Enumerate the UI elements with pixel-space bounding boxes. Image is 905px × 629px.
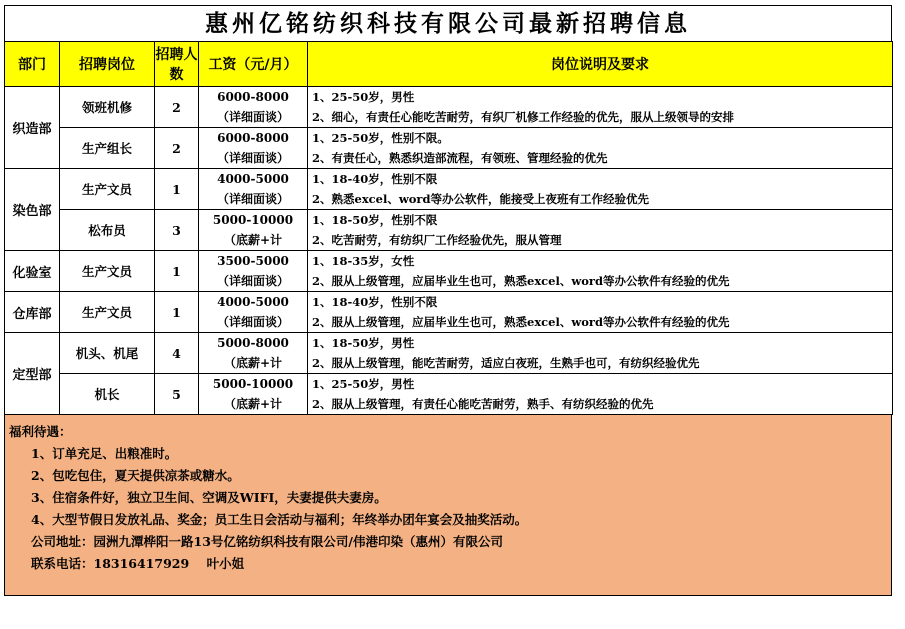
count-cell: 1 xyxy=(155,169,199,210)
dept-cell: 染色部 xyxy=(5,169,60,251)
position-cell: 生产文员 xyxy=(60,251,155,292)
dept-cell: 仓库部 xyxy=(5,292,60,333)
salary-range: 4000-5000 xyxy=(217,172,289,186)
requirements-cell xyxy=(308,169,893,210)
dept-cell: 织造部 xyxy=(5,87,60,169)
table-row xyxy=(5,210,893,251)
position-cell: 生产文员 xyxy=(60,292,155,333)
table-row xyxy=(5,128,893,169)
dept-cell: 化验室 xyxy=(5,251,60,292)
header-count: 招聘人数 xyxy=(155,42,199,87)
requirement-line: 2、熟悉excel、word等办公软件，能接受上夜班有工作经验优先 xyxy=(312,192,650,206)
salary-cell xyxy=(199,87,308,128)
recruitment-sheet xyxy=(4,5,892,596)
requirements-cell xyxy=(308,210,893,251)
salary-cell xyxy=(199,128,308,169)
count-cell: 4 xyxy=(155,333,199,374)
table-row xyxy=(5,333,893,374)
position-cell: 领班机修 xyxy=(60,87,155,128)
salary-note: （详细面谈） xyxy=(216,151,289,165)
header-requirements: 岗位说明及要求 xyxy=(308,42,893,87)
position-cell: 机长 xyxy=(60,374,155,415)
table-row xyxy=(5,292,893,333)
job-table xyxy=(4,41,893,415)
salary-range: 5000-10000 xyxy=(212,377,294,391)
table-header-row xyxy=(5,42,893,87)
table-row xyxy=(5,374,893,415)
dept-cell: 定型部 xyxy=(5,333,60,415)
salary-cell xyxy=(199,169,308,210)
page-title: 惠州亿铭纺织科技有限公司最新招聘信息 xyxy=(4,5,892,41)
salary-note: （底薪+计 xyxy=(223,397,283,411)
position-cell: 生产文员 xyxy=(60,169,155,210)
header-salary: 工资（元/月） xyxy=(199,42,308,87)
salary-cell xyxy=(199,210,308,251)
benefit-item: 1、订单充足、出粮准时。 xyxy=(31,446,178,461)
salary-range: 3500-5000 xyxy=(217,254,289,268)
benefit-item: 4、大型节假日发放礼品、奖金；员工生日会活动与福利；年终举办团年宴会及抽奖活动。 xyxy=(31,512,528,527)
benefit-item: 3、住宿条件好，独立卫生间、空调及WIFI，夫妻提供夫妻房。 xyxy=(31,490,387,505)
requirement-line: 1、18-50岁，男性 xyxy=(312,336,415,350)
salary-note: （详细面谈） xyxy=(216,110,289,124)
requirement-line: 1、18-50岁，性别不限 xyxy=(312,213,438,227)
requirement-line: 1、18-40岁，性别不限 xyxy=(312,172,438,186)
salary-cell xyxy=(199,333,308,374)
salary-note: （详细面谈） xyxy=(216,192,289,206)
salary-cell xyxy=(199,251,308,292)
requirement-line: 1、25-50岁，男性 xyxy=(312,377,415,391)
requirement-line: 1、25-50岁，男性 xyxy=(312,90,415,104)
requirements-cell xyxy=(308,251,893,292)
company-address: 公司地址：园洲九潭桦阳一路13号亿铭纺织科技有限公司/伟港印染（惠州）有限公司 xyxy=(31,534,503,549)
salary-cell xyxy=(199,374,308,415)
salary-note: （详细面谈） xyxy=(216,274,289,288)
count-cell: 5 xyxy=(155,374,199,415)
requirements-cell xyxy=(308,333,893,374)
salary-range: 5000-10000 xyxy=(212,213,294,227)
count-cell: 3 xyxy=(155,210,199,251)
header-dept: 部门 xyxy=(5,42,60,87)
position-cell: 机头、机尾 xyxy=(60,333,155,374)
requirement-line: 1、25-50岁，性别不限。 xyxy=(312,131,449,145)
count-cell: 2 xyxy=(155,87,199,128)
header-position: 招聘岗位 xyxy=(60,42,155,87)
benefit-item: 2、包吃包住，夏天提供凉茶或糖水。 xyxy=(31,468,240,483)
table-row xyxy=(5,169,893,210)
benefits-heading: 福利待遇： xyxy=(9,424,72,439)
requirement-line: 2、服从上级管理，应届毕业生也可，熟悉excel、word等办公软件有经验的优先 xyxy=(312,274,730,288)
salary-cell xyxy=(199,292,308,333)
position-cell: 生产组长 xyxy=(60,128,155,169)
requirement-line: 2、服从上级管理，能吃苦耐劳，适应白夜班，生熟手也可，有纺织经验优先 xyxy=(312,356,700,370)
requirements-cell xyxy=(308,128,893,169)
salary-note: （详细面谈） xyxy=(216,315,289,329)
salary-range: 5000-8000 xyxy=(217,336,289,350)
requirements-cell xyxy=(308,292,893,333)
salary-range: 4000-5000 xyxy=(217,295,289,309)
salary-note: （底薪+计 xyxy=(223,233,283,247)
count-cell: 2 xyxy=(155,128,199,169)
requirement-line: 2、有责任心，熟悉织造部流程，有领班、管理经验的优先 xyxy=(312,151,608,165)
requirement-line: 1、18-35岁，女性 xyxy=(312,254,415,268)
benefits-section xyxy=(4,415,892,596)
salary-range: 6000-8000 xyxy=(217,131,289,145)
requirement-line: 2、服从上级管理，应届毕业生也可，熟悉excel、word等办公软件有经验的优先 xyxy=(312,315,730,329)
count-cell: 1 xyxy=(155,292,199,333)
count-cell: 1 xyxy=(155,251,199,292)
requirements-cell xyxy=(308,87,893,128)
requirement-line: 2、吃苦耐劳，有纺织厂工作经验优先，服从管理 xyxy=(312,233,562,247)
requirement-line: 2、细心，有责任心能吃苦耐劳，有织厂机修工作经验的优先，服从上级领导的安排 xyxy=(312,110,734,124)
position-cell: 松布员 xyxy=(60,210,155,251)
contact-phone: 联系电话：18316417929 叶小姐 xyxy=(31,556,245,571)
salary-note: （底薪+计 xyxy=(223,356,283,370)
requirements-cell xyxy=(308,374,893,415)
requirement-line: 1、18-40岁，性别不限 xyxy=(312,295,438,309)
requirement-line: 2、服从上级管理，有责任心能吃苦耐劳，熟手、有纺织经验的优先 xyxy=(312,397,654,411)
salary-range: 6000-8000 xyxy=(217,90,289,104)
table-row xyxy=(5,87,893,128)
table-row xyxy=(5,251,893,292)
